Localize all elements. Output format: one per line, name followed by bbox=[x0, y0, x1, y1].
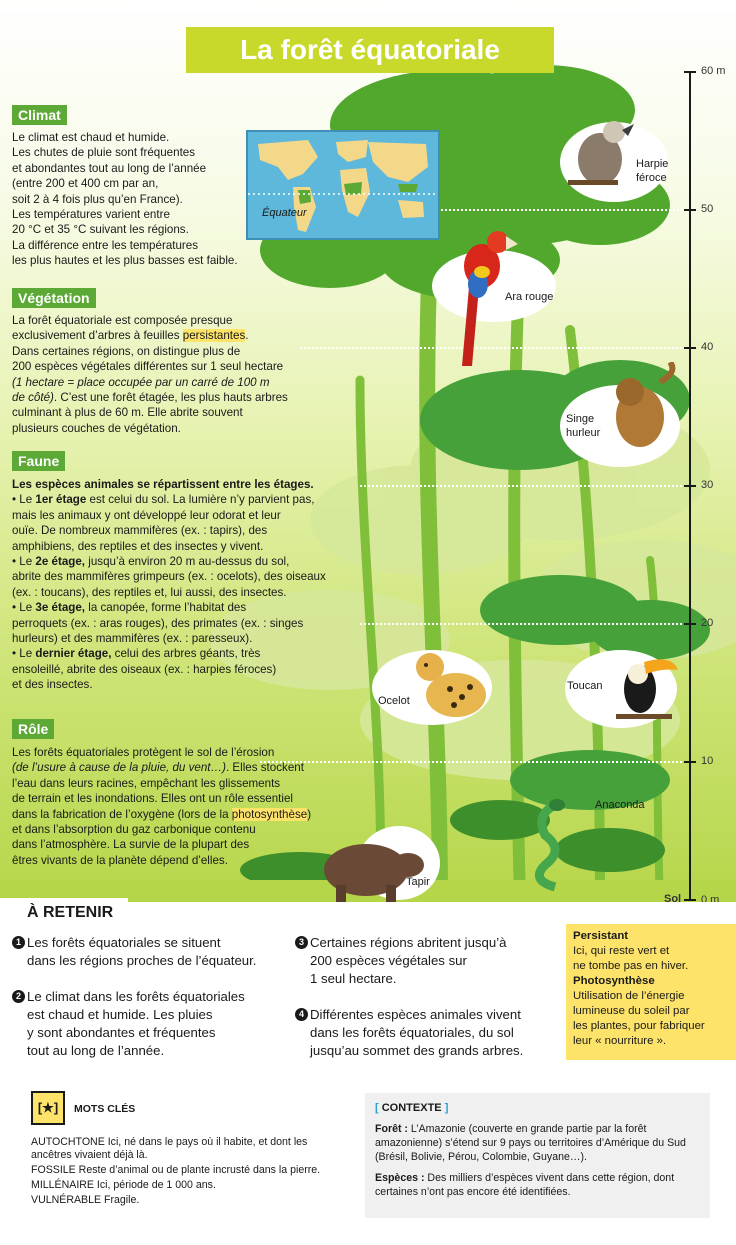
point-line: tout au long de l’année. bbox=[27, 1043, 165, 1058]
section-tag-climat: Climat bbox=[12, 105, 67, 125]
climat-text bbox=[12, 130, 262, 269]
section-tag-faune: Faune bbox=[12, 451, 65, 471]
vegetation-line bbox=[12, 328, 332, 343]
scale-tick-30: 30 bbox=[701, 479, 714, 491]
glossary-term: Persistant bbox=[573, 930, 629, 942]
anaconda-icon bbox=[525, 795, 585, 895]
faune-line: ouïe. De nombreux mammifères (ex. : tapirs), des bbox=[12, 524, 268, 538]
section-tag-vegetation: Végétation bbox=[12, 288, 96, 308]
mot-cle-line: AUTOCHTONE Ici, né dans le pays où il habite, et dont les bbox=[31, 1136, 308, 1148]
point-number: 1 bbox=[12, 936, 25, 949]
mot-cle-line: VULNÉRABLE Fragile. bbox=[31, 1194, 140, 1206]
harpy-eagle-icon bbox=[562, 114, 637, 194]
point-number: 3 bbox=[295, 936, 308, 949]
glossary-def-line: leur « nourriture ». bbox=[573, 1035, 667, 1047]
howler-monkey-icon bbox=[600, 362, 680, 462]
faune-line bbox=[12, 600, 362, 615]
faune-line: hurleurs) et des mammifères (ex. : paresseux). bbox=[12, 632, 253, 646]
text-run: (de l’usure à cause de la pluie, du vent…) bbox=[12, 761, 226, 775]
retenir-point-1 bbox=[15, 934, 257, 970]
scale-tick-20: 20 bbox=[701, 617, 714, 629]
glossary-def-line: Utilisation de l’énergie bbox=[573, 990, 685, 1002]
climat-line: (entre 200 et 400 cm par an, bbox=[12, 177, 159, 191]
role-line: êtres vivants de la planète dépend d’elles. bbox=[12, 853, 228, 867]
role-text bbox=[12, 745, 362, 868]
retenir-point-3 bbox=[298, 934, 507, 988]
world-map-icon bbox=[248, 132, 438, 238]
climat-line: les plus hautes et les plus basses est faible. bbox=[12, 254, 238, 268]
vegetation-line: plusieurs couches de végétation. bbox=[12, 421, 181, 435]
scale-tick-40: 40 bbox=[701, 341, 714, 353]
text-run-bold: 1er étage bbox=[35, 493, 87, 507]
faune-line: abrite des mammifères grimpeurs (ex. : ocelots), des oiseaux bbox=[12, 570, 326, 584]
contexte-box bbox=[365, 1093, 710, 1218]
point-line: Le climat dans les forêts équatoriales bbox=[27, 989, 245, 1004]
vegetation-line bbox=[12, 390, 332, 405]
faune-line: mais les animaux y ont développé leur odorat et leur bbox=[12, 508, 281, 522]
tapir-icon bbox=[316, 835, 428, 902]
faune-line: ensoleillé, abrite des oiseaux (ex. : harpies féroces) bbox=[12, 662, 277, 676]
vegetation-line: 200 espèces végétales différentes sur 1 seul hectare bbox=[12, 360, 284, 374]
scale-tick-50: 50 bbox=[701, 203, 714, 215]
ocelot-icon bbox=[410, 645, 495, 725]
label-line: Singe bbox=[566, 413, 595, 425]
point-line: jusqu’au sommet des grands arbres. bbox=[310, 1043, 524, 1058]
text-run: de côté) bbox=[12, 391, 54, 405]
climat-line: soit 2 à 4 fois plus qu’en France). bbox=[12, 192, 183, 206]
glossary-def-line: ne tombe pas en hiver. bbox=[573, 960, 689, 972]
mots-cles-heading: MOTS CLÉS bbox=[74, 1103, 136, 1115]
text-run-bold: 2e étage, bbox=[35, 555, 86, 569]
faune-line: perroquets (ex. : aras rouges), des primates (ex. : singes bbox=[12, 616, 304, 630]
faune-line: et des insectes. bbox=[12, 678, 93, 692]
glossary-term: Photosynthèse bbox=[573, 975, 655, 987]
tapir-label: Tapir bbox=[406, 876, 430, 888]
point-number: 4 bbox=[295, 1008, 308, 1021]
vegetation-text bbox=[12, 313, 332, 436]
contexte-label: Espèces : bbox=[375, 1172, 425, 1184]
contexte-title: CONTEXTE bbox=[381, 1102, 442, 1114]
climat-line: Le climat est chaud et humide. bbox=[12, 131, 170, 144]
role-line bbox=[12, 760, 362, 775]
star-bracket-icon: [★] bbox=[31, 1091, 65, 1125]
point-line: 1 seul hectare. bbox=[310, 971, 397, 986]
retenir-point-4 bbox=[298, 1006, 524, 1060]
text-run: • Le bbox=[12, 647, 36, 661]
faune-line bbox=[12, 646, 362, 661]
world-map bbox=[246, 130, 440, 240]
retenir-point-2 bbox=[15, 988, 245, 1060]
text-run: est celui du sol. La lumière n’y parvient pas, bbox=[86, 493, 315, 507]
ocelot-label: Ocelot bbox=[378, 695, 410, 707]
label-line: Harpie bbox=[636, 158, 669, 170]
scale-tick-60: 60 m bbox=[701, 65, 726, 77]
glossary-def-line: lumineuse du soleil par bbox=[573, 1005, 690, 1017]
highlight-persistantes: persistantes bbox=[182, 329, 246, 343]
contexte-label: Forêt : bbox=[375, 1123, 408, 1135]
text-run: celui des arbres géants, très bbox=[111, 647, 261, 661]
climat-line: et abondantes tout au long de l’année bbox=[12, 161, 207, 175]
text-run: • Le bbox=[12, 555, 36, 569]
text-run: la canopée, forme l’habitat des bbox=[85, 601, 247, 615]
scale-tick-0: 0 m bbox=[701, 894, 720, 902]
glossary-def-line: Ici, qui reste vert et bbox=[573, 945, 670, 957]
anaconda-label: Anaconda bbox=[595, 799, 645, 811]
text-run: • Le bbox=[12, 601, 36, 615]
role-line: l’eau dans leurs racines, empêchant les glissements bbox=[12, 776, 281, 790]
glossary-box bbox=[566, 924, 736, 1060]
vegetation-line: culminant à plus de 60 m. Elle abrite souvent bbox=[12, 406, 243, 420]
text-run: jusqu’à environ 20 m au-dessus du sol, bbox=[85, 555, 290, 569]
contexte-heading bbox=[375, 1101, 700, 1115]
point-line: 200 espèces végétales sur bbox=[310, 953, 467, 968]
highlight-photosynthese: photosynthèse bbox=[231, 807, 308, 821]
section-tag-role: Rôle bbox=[12, 719, 54, 739]
point-number: 2 bbox=[12, 990, 25, 1003]
climat-line: 20 °C et 35 °C suivant les régions. bbox=[12, 223, 189, 237]
faune-line bbox=[12, 554, 362, 569]
faune-line bbox=[12, 492, 362, 507]
point-line: Différentes espèces animales vivent bbox=[310, 1007, 521, 1022]
glossary-def-line: les plantes, pour fabriquer bbox=[573, 1020, 705, 1032]
text-run: exclusivement d’arbres à feuilles bbox=[12, 329, 183, 343]
climat-line: La différence entre les températures bbox=[12, 238, 199, 252]
faune-line: amphibiens, des reptiles et des insectes y vivent. bbox=[12, 539, 264, 553]
mot-cle-line: FOSSILE Reste d’animal ou de plante incrusté dans la pierre. bbox=[31, 1164, 321, 1176]
bracket-close-icon: ] bbox=[444, 1102, 449, 1114]
text-run: ) bbox=[307, 807, 312, 821]
scale-tick-10: 10 bbox=[701, 755, 714, 767]
text-run-bold: 3e étage, bbox=[35, 601, 86, 615]
text-run-bold: dernier étage, bbox=[35, 647, 112, 661]
faune-text bbox=[12, 477, 362, 693]
role-line: Les forêts équatoriales protègent le sol de l’érosion bbox=[12, 746, 275, 759]
label-line: hurleur bbox=[566, 427, 601, 439]
vegetation-line: La forêt équatoriale est composée presque bbox=[12, 314, 233, 327]
text-run: • Le bbox=[12, 493, 36, 507]
point-line: dans les régions proches de l’équateur. bbox=[27, 953, 257, 968]
guide-20m bbox=[360, 623, 682, 625]
contexte-especes bbox=[375, 1171, 700, 1199]
mot-cle-line: MILLÉNAIRE Ici, période de 1 000 ans. bbox=[31, 1179, 216, 1191]
page-title: La forêt équatoriale bbox=[186, 27, 554, 73]
contexte-text: L’Amazonie (couverte en grande partie par la forêt amazonienne) s’étend sur 9 pays ou territoires d’Amérique du Sud (Brésil, Bolivie, Pérou, Colombie, Guyane…). bbox=[375, 1123, 686, 1163]
text-run: . Elles stockent bbox=[225, 761, 304, 775]
role-line bbox=[12, 807, 362, 822]
text-run: . C’est une forêt étagée, les plus hauts arbres bbox=[53, 391, 288, 405]
contexte-text: Des milliers d’espèces vivent dans cette région, dont certaines n’ont pas encore été identifiées. bbox=[375, 1172, 675, 1198]
point-line: y sont abondantes et fréquentes bbox=[27, 1025, 216, 1040]
role-line: et dans l’absorption du gaz carbonique contenu bbox=[12, 823, 256, 837]
climat-line: Les températures varient entre bbox=[12, 208, 170, 222]
climat-line: Les chutes de pluie sont fréquentes bbox=[12, 146, 196, 160]
label-line: féroce bbox=[636, 172, 667, 184]
contexte-foret bbox=[375, 1122, 700, 1164]
bracket-open-icon: [ bbox=[375, 1102, 379, 1114]
point-line: Les forêts équatoriales se situent bbox=[27, 935, 221, 950]
text-run: dans la fabrication de l’oxygène (lors de la bbox=[12, 807, 232, 821]
text-run: . bbox=[245, 329, 249, 343]
scale-sol-label: Sol bbox=[664, 893, 682, 902]
toucan-label: Toucan bbox=[567, 680, 603, 692]
point-line: Certaines régions abritent jusqu’à bbox=[310, 935, 507, 950]
retenir-heading: À RETENIR bbox=[27, 904, 114, 921]
point-line: est chaud et humide. Les pluies bbox=[27, 1007, 213, 1022]
vegetation-line: Dans certaines régions, on distingue plus de bbox=[12, 344, 241, 358]
ara-label: Ara rouge bbox=[505, 291, 554, 303]
point-line: dans les forêts équatoriales, du sol bbox=[310, 1025, 514, 1040]
role-line: de terrain et les inondations. Elles ont un rôle essentiel bbox=[12, 792, 293, 806]
harpie-label bbox=[636, 157, 668, 185]
equator-label: Équateur bbox=[262, 207, 307, 219]
toucan-icon bbox=[612, 644, 682, 724]
role-line: dans l’atmosphère. La survie de la plupart des bbox=[12, 838, 250, 852]
mot-cle-line: ancêtres vivaient déjà là. bbox=[31, 1149, 148, 1161]
singe-label bbox=[566, 412, 600, 440]
faune-intro: Les espèces animales se répartissent entre les étages. bbox=[12, 478, 314, 491]
vegetation-line: (1 hectare = place occupée par un carré de 100 m bbox=[12, 375, 270, 389]
guide-30m bbox=[360, 485, 682, 487]
faune-line: (ex. : toucans), des reptiles et, lui aussi, des insectes. bbox=[12, 585, 287, 599]
